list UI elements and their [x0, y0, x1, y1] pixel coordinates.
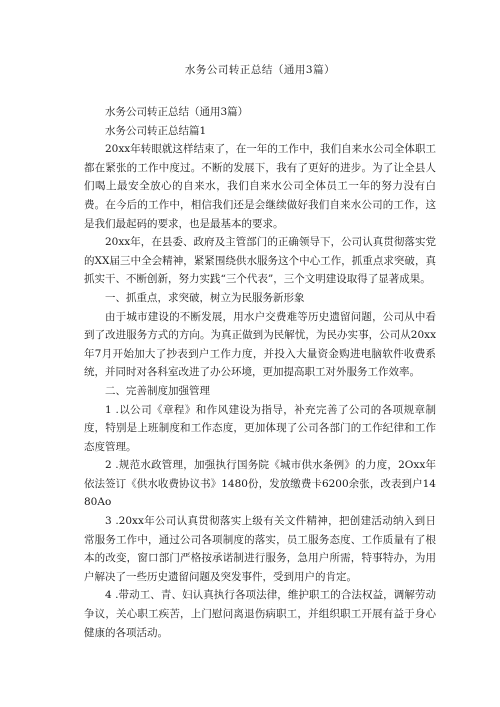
section-heading: 水务公司转正总结篇1	[105, 124, 207, 137]
document-title: 水务公司转正总结（通用3篇）	[184, 64, 336, 76]
body-paragraph: 2 .规范水政管理，加强执行国务院《城市供水条例》的力度，2Oxx年依法签订《供水收费协议书》1480份，发放缴费卡6200余张，改表到户1480Ao	[84, 459, 436, 509]
subtitle: 水务公司转正总结（通用3篇）	[105, 106, 249, 118]
document-body	[84, 103, 436, 642]
body-paragraph: 4 .带动工、青、妇认真执行各项法律，维护职工的合法权益，调解劳动争议，关心职工疾苦，上门慰问离退伤病职工，并组织职工开展有益于身心健康的各项活动。	[84, 589, 436, 639]
body-paragraph: 1 .以公司《章程》和作风建设为指导，补充完善了公司的各项规章制度，特别是上班制度和工作态度，更加体现了公司各部门的工作纪律和工作态度管理。	[84, 403, 436, 453]
body-paragraph: 由于城市建设的不断发展，用水户交费难等历史遗留问题，公司从中看到了改进服务方式的方向。为真正做到为民解忧，为民办实事，公司从20xx年7月开始加大了抄表到户工作力度，并投入大量资金购进电脑软件收费系统，并同时对各科室改进了办公环境，更加提高职工对外服务工作效率。	[84, 310, 436, 379]
body-paragraph: 3 .20xx年公司认真贯彻落实上级有关文件精神，把创建活动纳入到日常服务工作中，通过公司各项制度的落实，员工服务态度、工作质量有了根本的改变，窗口部门严格按承诺制进行服务，急用户所需，特事特办，为用户解决了一些历史遗留问题及突发事件，受到用户的肯定。	[84, 515, 436, 583]
body-paragraph: 20xx年，在县委、政府及主管部门的正确领导下，公司认真贯彻落实党的XX届三中全会精神，紧紧围绕供水服务这个中心工作，抓重点求突破，真抓实干、不断创新，努力实践“三个代表”，三个文明建设取得了显著成果。	[84, 236, 436, 286]
body-paragraph: 20xx年转眼就这样结束了，在一年的工作中，我们自来水公司全体职工都在紧张的工作中度过。不断的发展下，我有了更好的进步。为了让全县人们喝上最安全放心的自来水，我们自来水公司全体员工一年的努力没有白费。在今后的工作中，相信我们还是会继续做好我们自来水公司的工作，这是我们最起码的要求，也是最基本的要求。	[84, 143, 436, 230]
section-heading: 一、抓重点，求突破，树立为民服务新形象	[105, 291, 305, 304]
section-heading: 二、完善制度加强管理	[105, 384, 210, 397]
